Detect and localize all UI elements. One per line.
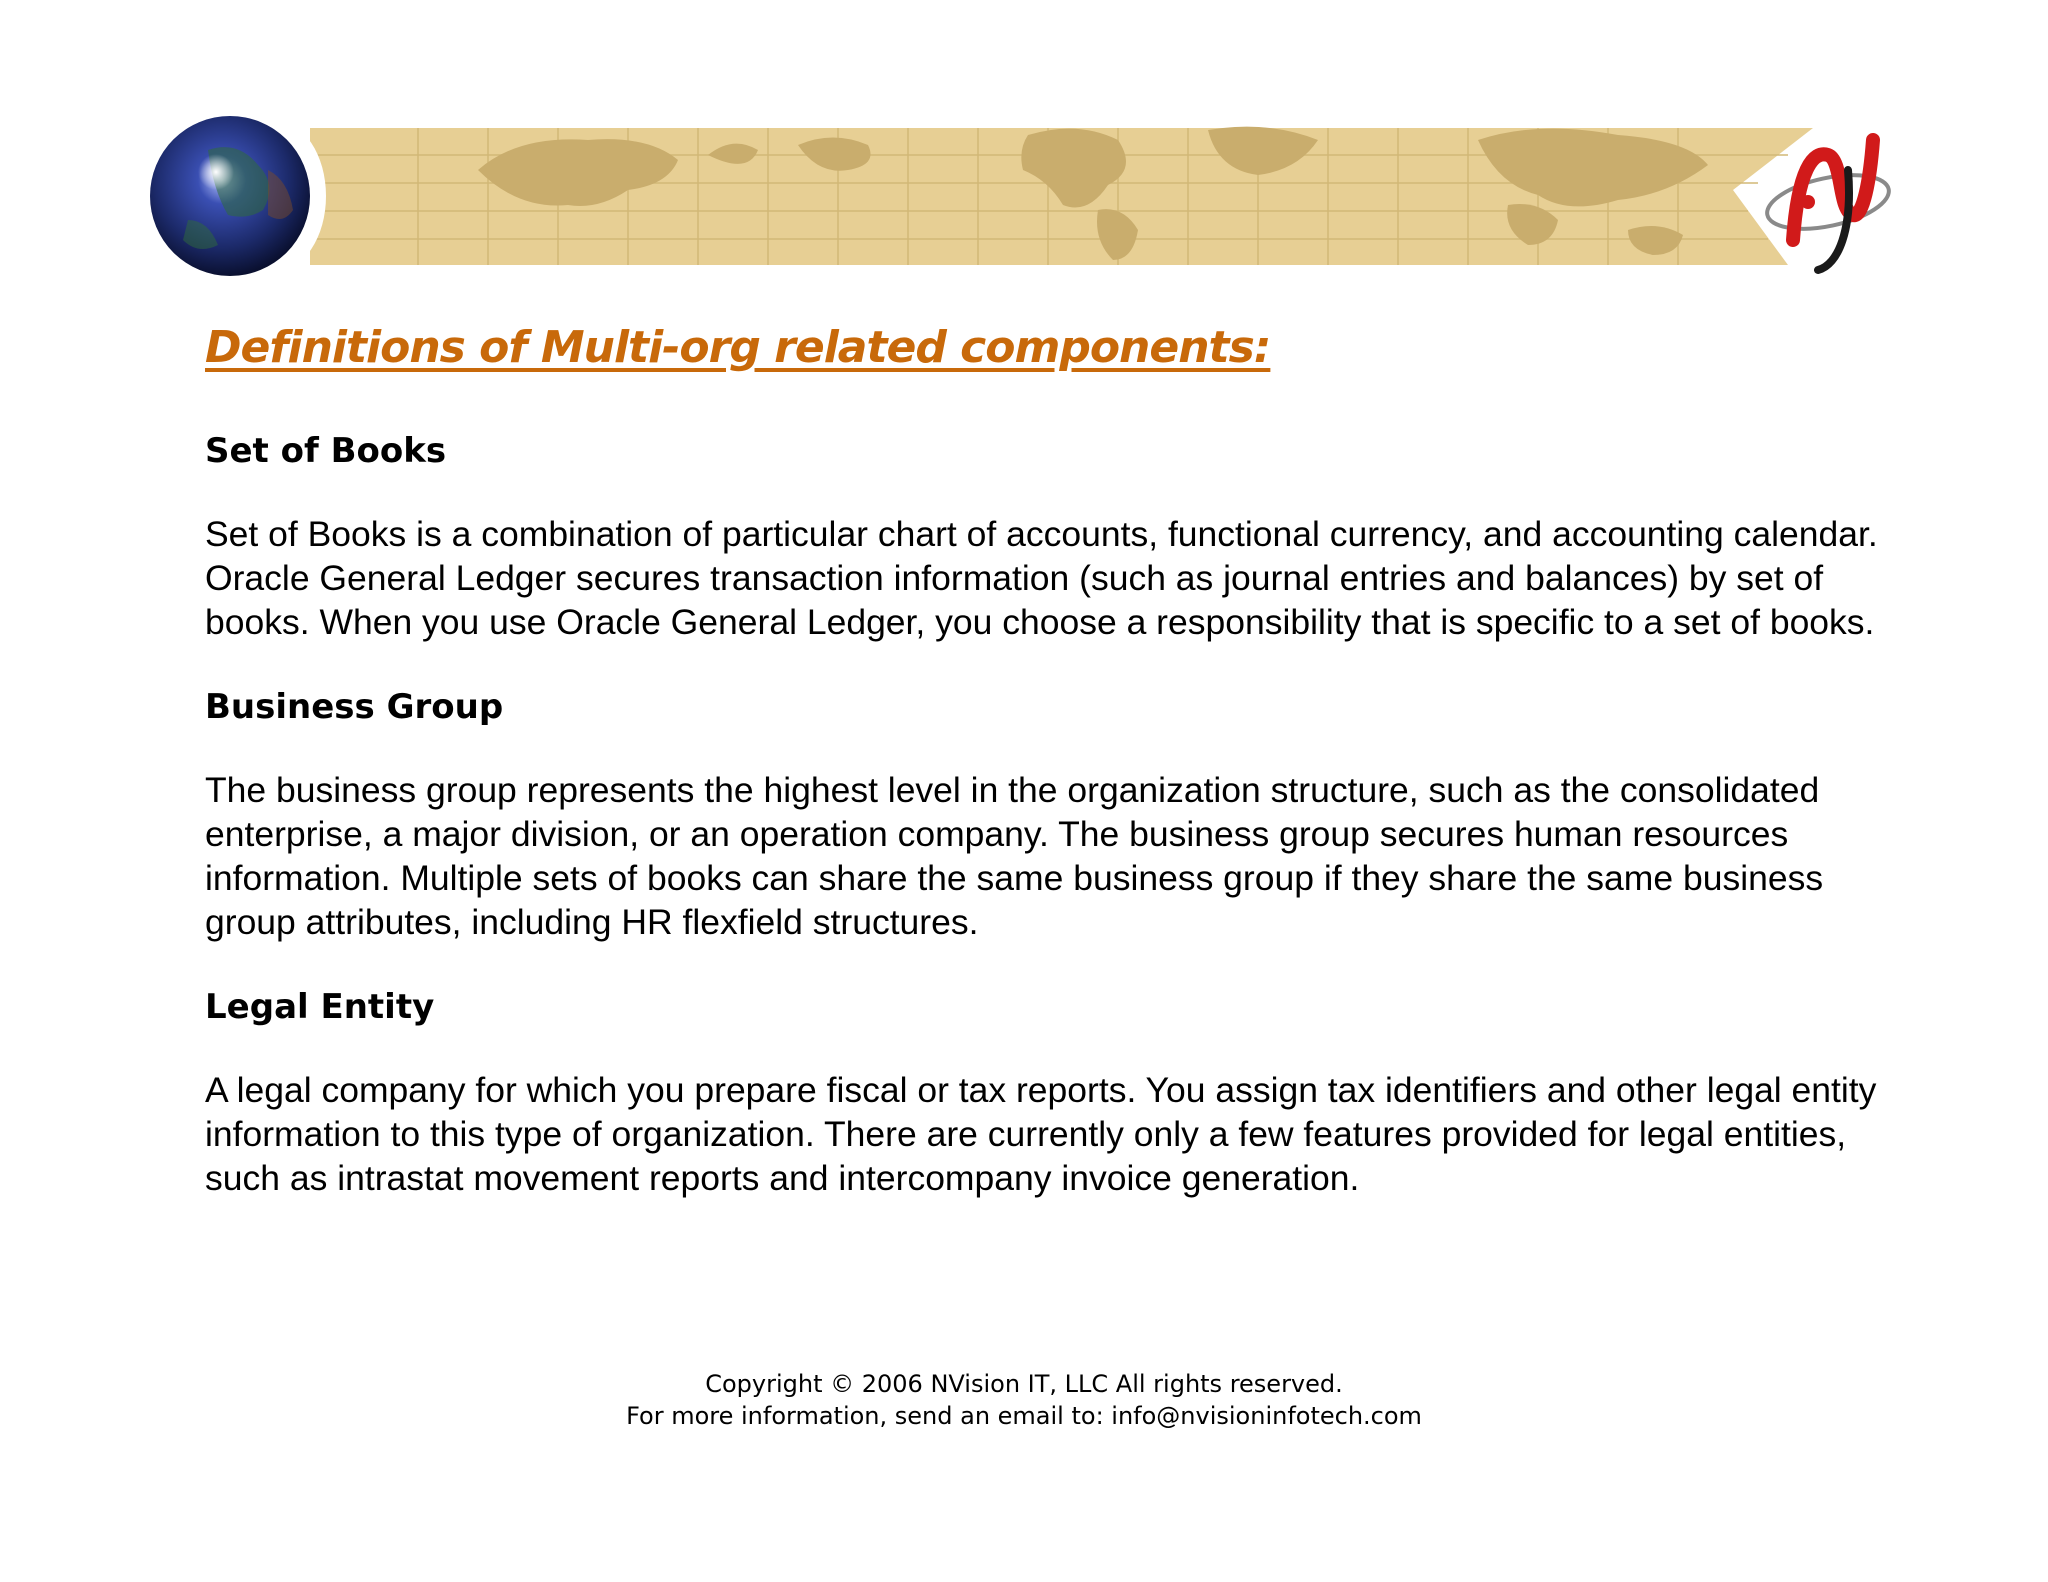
- footer: [0, 1368, 2048, 1432]
- section-body: The business group represents the highest level in the organization structure, such as the consolidated enterprise, a major division, or an operation company. The business group secures human resources information. Multiple sets of books can share the same business group if they share the same business group attributes, including HR flexfield structures.: [205, 770, 1824, 942]
- globe-icon: [150, 116, 310, 276]
- section-set-of-books: [205, 426, 1905, 644]
- world-map-banner: [226, 121, 1813, 271]
- section-heading: Set of Books: [205, 431, 447, 471]
- main-content: [205, 318, 1905, 1238]
- section-body: Set of Books is a combination of particular chart of accounts, functional currency, and accounting calendar. Oracle General Ledger secures transaction information (such as journal entries and balances) by set of books. When you use Oracle General Ledger, you choose a responsibility that is specific to a set of books.: [205, 514, 1878, 642]
- copyright-text: Copyright © 2006 NVision IT, LLC All rights reserved.: [705, 1370, 1343, 1398]
- section-heading: Business Group: [205, 687, 504, 727]
- section-legal-entity: [205, 982, 1905, 1200]
- header-banner: [148, 110, 1893, 280]
- section-heading: Legal Entity: [205, 987, 435, 1027]
- section-body: A legal company for which you prepare fiscal or tax reports. You assign tax identifiers and other legal entity information to this type of organization. There are currently only a few features provided for legal entities, such as intrastat movement reports and intercompany invoice generation.: [205, 1070, 1877, 1198]
- page-title: Definitions of Multi-org related components:: [205, 322, 1271, 373]
- contact-text: For more information, send an email to: info@nvisioninfotech.com: [626, 1402, 1422, 1430]
- section-business-group: [205, 682, 1905, 944]
